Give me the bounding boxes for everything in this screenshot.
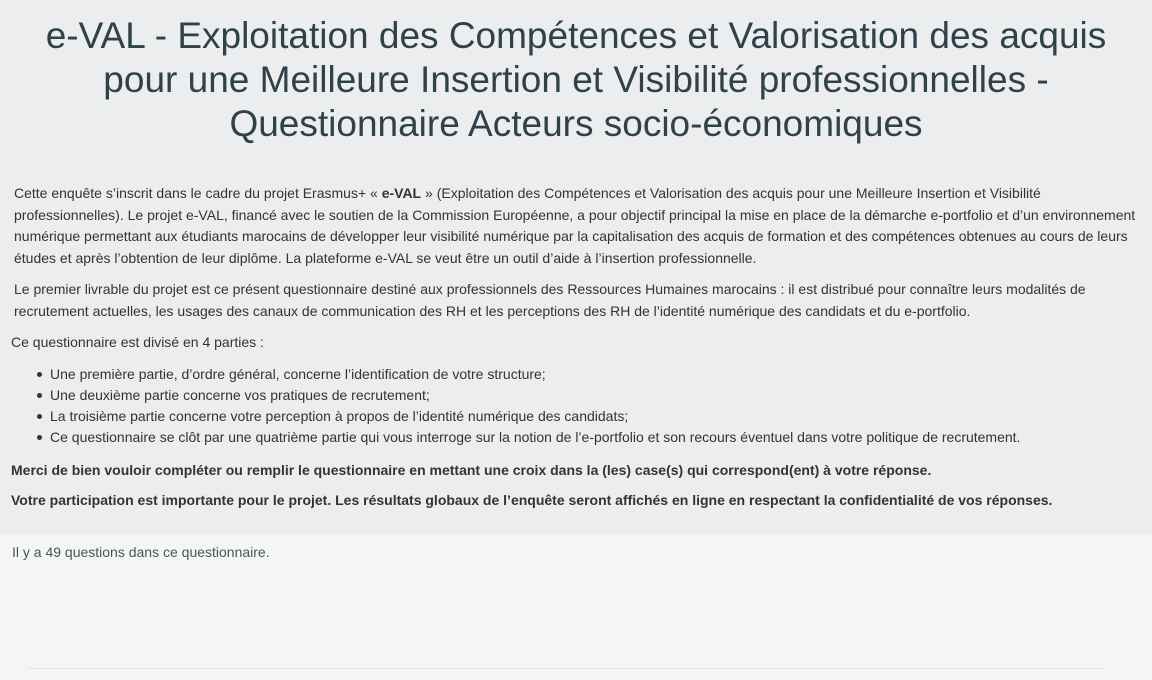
project-paragraph-start: Cette enquête s’inscrit dans le cadre du projet Erasmus+ «	[14, 185, 382, 201]
deliverable-paragraph: Le premier livrable du projet est ce présent questionnaire destiné aux professionnels des Ressources Humaines marocains : il est distribué pour connaître leurs modalités de recrutement actuelles, les usages des canaux de communication des RH et les perceptions des RH de l’identité numérique des candidats et du e-portfolio.	[14, 281, 1086, 319]
survey-description	[11, 183, 1144, 521]
project-paragraph	[14, 183, 1144, 269]
list-item: Une première partie, d’ordre général, concerne l’identification de votre structure;	[50, 364, 1144, 385]
project-paragraph-end: » (Exploitation des Compétences et Valorisation des acquis pour une Meilleure Insertion et Visibilité professionnelles). Le projet e-VAL, financé avec le soutien de la Commission Européenne, a pour objectif principal la mise en place de la démarche e-portfolio et d’un environnement numérique permettant aux étudiants marocains de développer leur visibilité numérique par la capitalisation des acquis de formation et des compétences obtenues au cours de leurs études et après l’obtention de leur diplôme. La plateforme e-VAL se veut être un outil d’aide à l’insertion professionnelle.	[14, 185, 1136, 266]
list-item: Ce questionnaire se clôt par une quatrième partie qui vous interroge sur la notion de l’e-portfolio et son recours éventuel dans votre politique de recrutement.	[50, 427, 1144, 448]
question-count: Il y a 49 questions dans ce questionnaire.	[12, 544, 270, 560]
survey-title: e-VAL - Exploitation des Compétences et Valorisation des acquis pour une Meilleure Insertion et Visibilité professionnelles - Questionnaire Acteurs socio-économiques	[45, 15, 1107, 144]
instruction-text: Merci de bien vouloir compléter ou remplir le questionnaire en mettant une croix dans la (les) case(s) qui correspond(ent) à votre réponse.	[11, 461, 932, 478]
participation-text: Votre participation est importante pour le projet. Les résultats globaux de l’enquête seront affichés en ligne en respectant la confidentialité de vos réponses.	[11, 492, 1053, 508]
parts-intro: Ce questionnaire est divisé en 4 parties :	[11, 334, 264, 350]
parts-list	[14, 364, 1144, 448]
list-item: La troisième partie concerne votre perception à propos de l’identité numérique des candidats;	[50, 406, 1144, 427]
footer-divider	[28, 668, 1104, 669]
project-name: e-VAL	[381, 185, 422, 201]
list-item: Une deuxième partie concerne vos pratiques de recrutement;	[50, 385, 1144, 406]
